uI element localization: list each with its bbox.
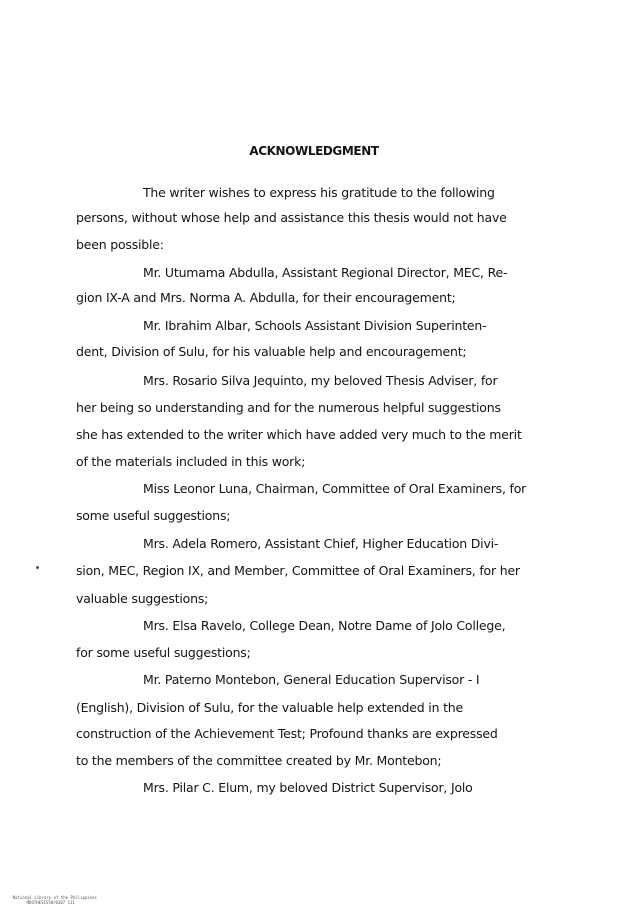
text-line: Miss Leonor Luna, Chairman, Committee of Oral Examiners, for: [143, 481, 527, 496]
scan-footer: [3, 890, 97, 910]
text-line: Mrs. Adela Romero, Assistant Chief, Higher Education Divi-: [143, 536, 499, 551]
text-line: dent, Division of Sulu, for his valuable help and encouragement;: [76, 344, 467, 359]
text-line: of the materials included in this work;: [76, 454, 306, 469]
text-line: valuable suggestions;: [76, 591, 209, 606]
text-line: been possible:: [76, 237, 164, 252]
text-line: Mr. Ibrahim Albar, Schools Assistant Division Superinten-: [143, 318, 487, 333]
text-line: Mrs. Rosario Silva Jequinto, my beloved Thesis Adviser, for: [143, 373, 498, 388]
text-line: Mrs. Elsa Ravelo, College Dean, Notre Dame of Jolo College,: [143, 618, 506, 633]
text-line: Mrs. Pilar C. Elum, my beloved District Supervisor, Jolo: [143, 780, 473, 795]
footer-code: MDOTHESIS5H/0307 111: [26, 900, 75, 905]
scan-speck: [36, 566, 39, 569]
text-line: persons, without whose help and assistance this thesis would not have: [76, 210, 507, 225]
text-line: some useful suggestions;: [76, 508, 231, 523]
text-line: construction of the Achievement Test; Profound thanks are expressed: [76, 726, 498, 741]
text-line: to the members of the committee created by Mr. Montebon;: [76, 753, 442, 768]
text-line: sion, MEC, Region IX, and Member, Committee of Oral Examiners, for her: [76, 563, 520, 578]
text-line: for some useful suggestions;: [76, 645, 251, 660]
text-line: (English), Division of Sulu, for the valuable help extended in the: [76, 700, 463, 715]
text-line: Mr. Utumama Abdulla, Assistant Regional Director, MEC, Re-: [143, 265, 508, 280]
text-line: she has extended to the writer which have added very much to the merit: [76, 427, 522, 442]
text-line: gion IX-A and Mrs. Norma A. Abdulla, for their encouragement;: [76, 290, 456, 305]
text-line: The writer wishes to express his gratitude to the following: [143, 185, 495, 200]
footer-library: National Library of the Philippines: [12, 895, 97, 900]
page-title: ACKNOWLEDGMENT: [249, 144, 379, 158]
text-line: Mr. Paterno Montebon, General Education Supervisor - I: [143, 672, 480, 687]
text-line: her being so understanding and for the numerous helpful suggestions: [76, 400, 501, 415]
